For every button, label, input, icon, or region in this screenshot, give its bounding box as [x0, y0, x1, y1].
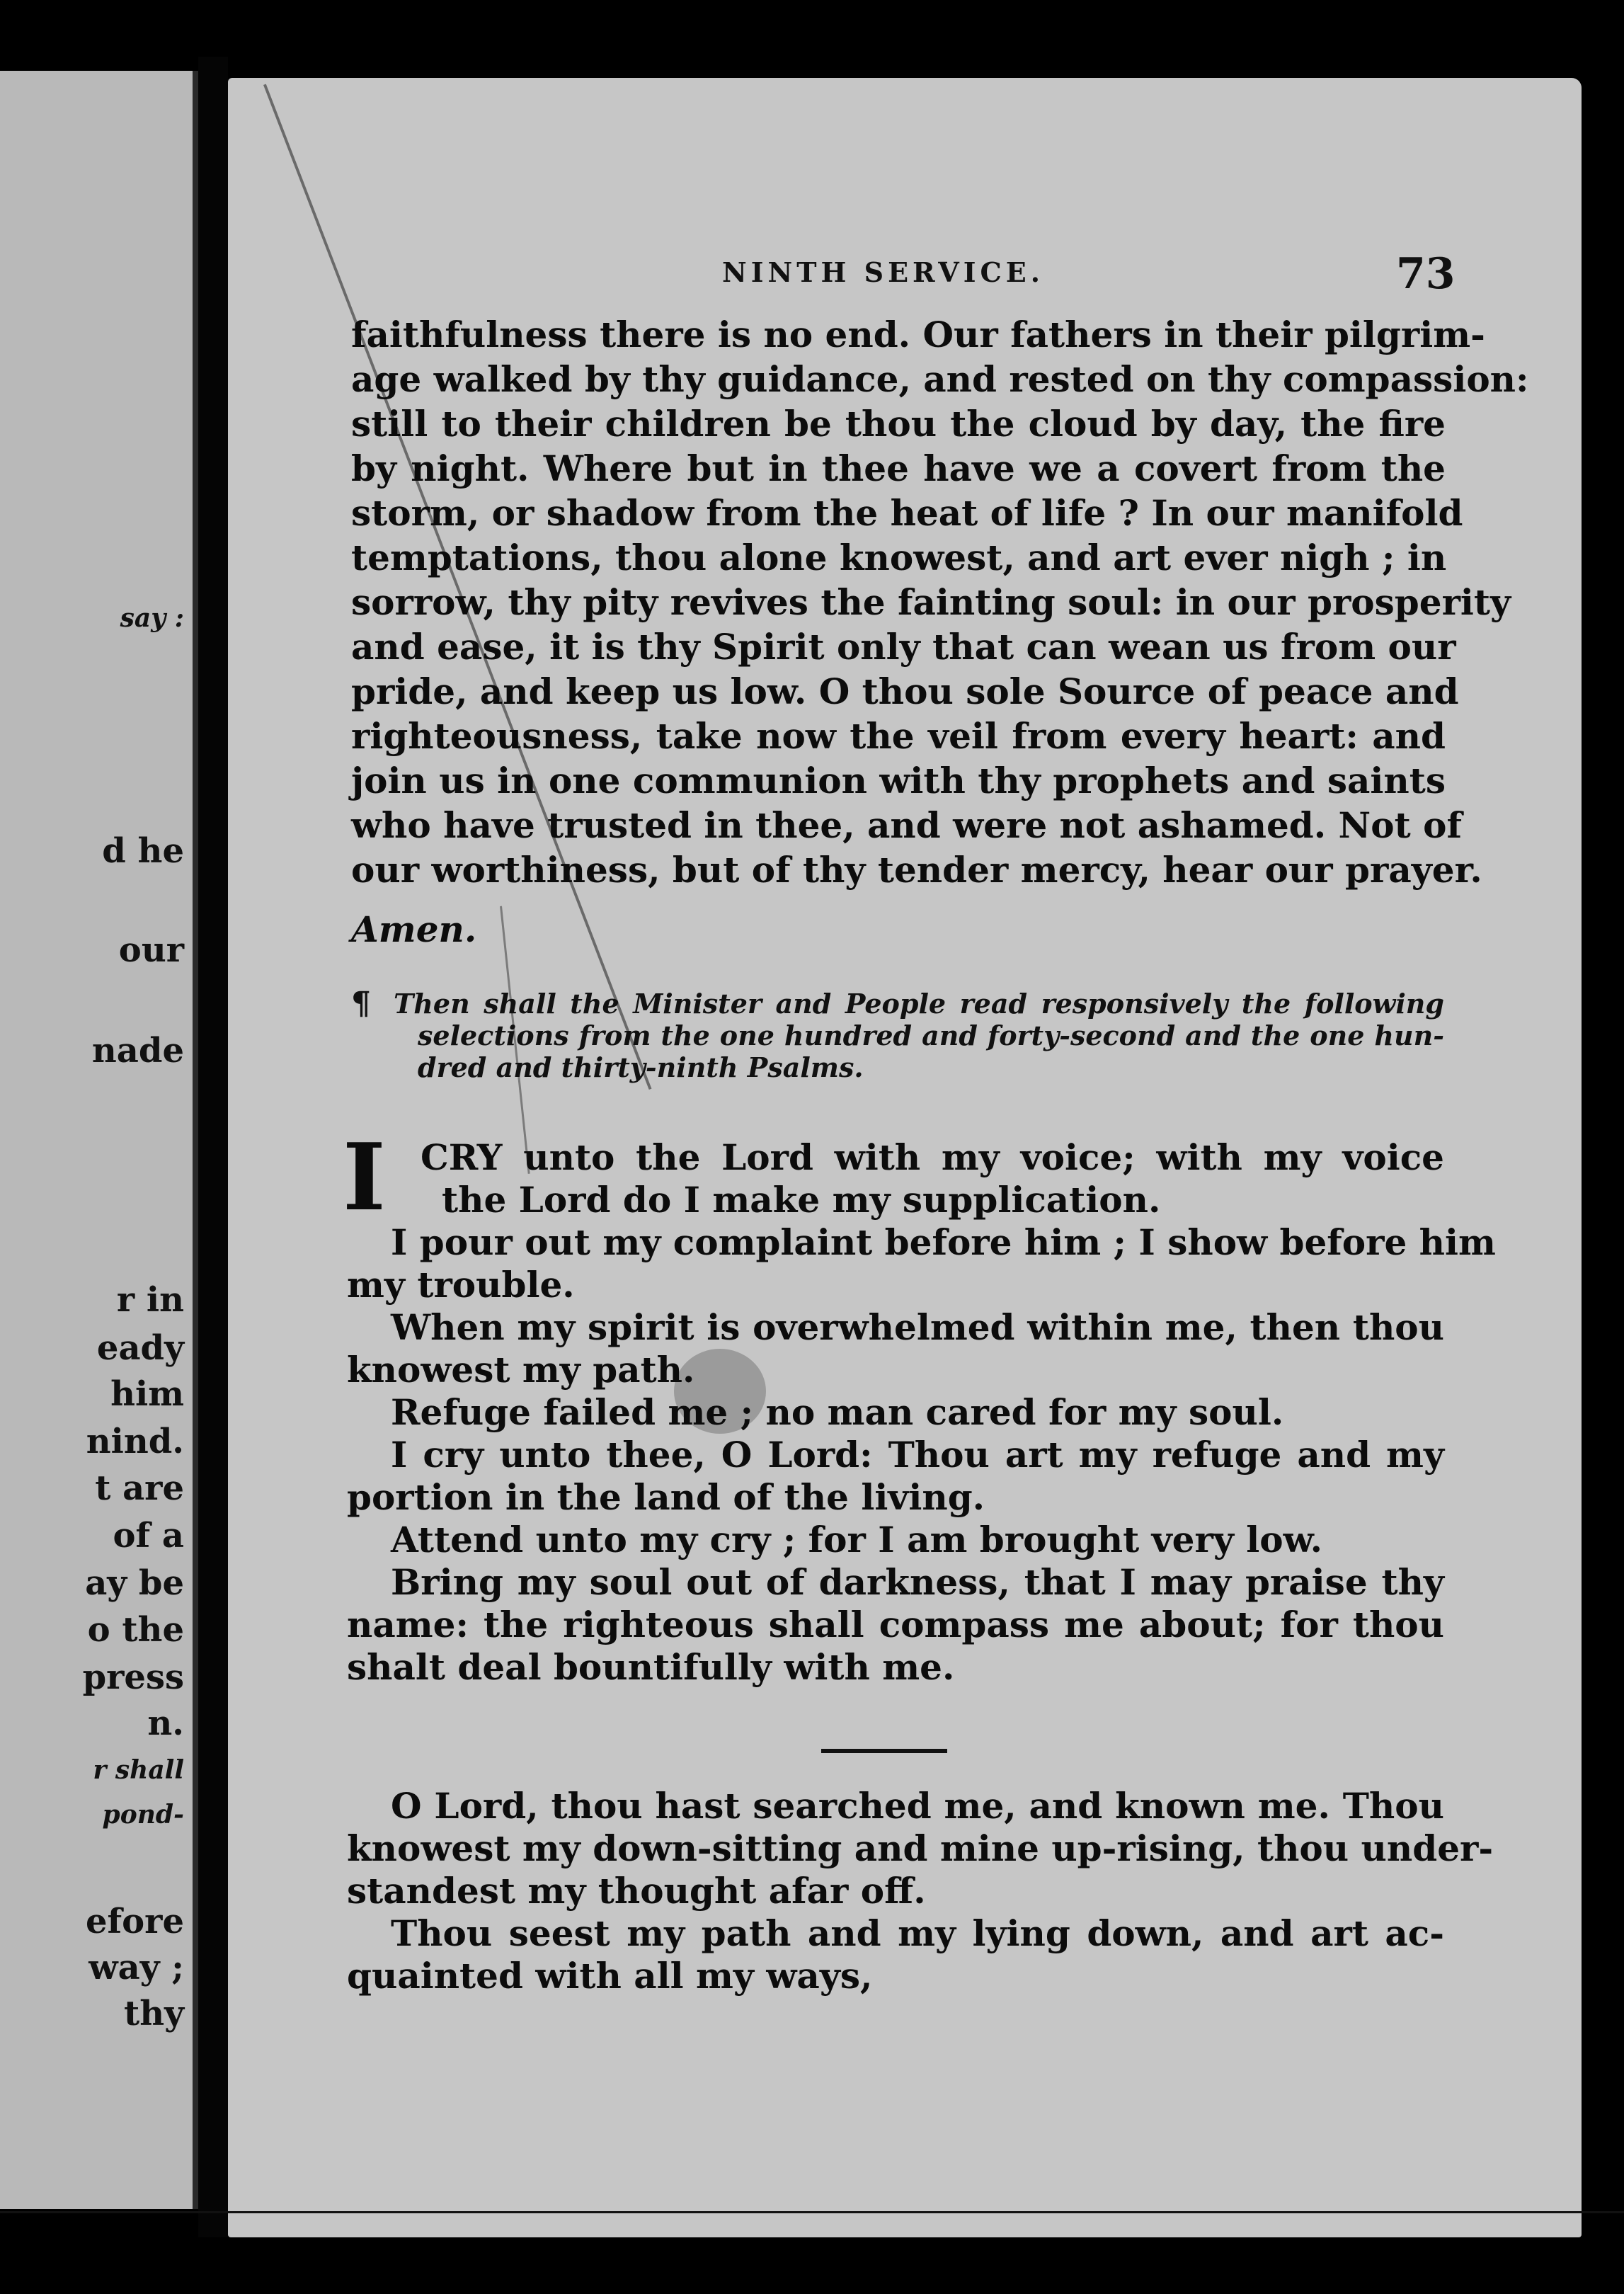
left-page-line: press [82, 1657, 184, 1697]
verse-line: name: the righteous shall compass me about; for thou [347, 1604, 1444, 1645]
verse-line: shalt deal bountifully with me. [347, 1646, 955, 1688]
running-title: NINTH SERVICE. [722, 256, 1044, 288]
verse-line: portion in the land of the living. [347, 1476, 985, 1518]
rubric-mark: ¶ [351, 986, 371, 1022]
verse-line: Refuge failed me ; no man cared for my soul. [391, 1391, 1284, 1433]
verse-line: I pour out my complaint before him ; I show before him [391, 1221, 1496, 1263]
prayer-line: sorrow, thy pity revives the fainting soul: in our prosperity [351, 581, 1511, 623]
left-page-line: t are [95, 1468, 184, 1508]
verse-line: O Lord, thou hast searched me, and known me. Thou [391, 1785, 1444, 1827]
prayer-line: storm, or shadow from the heat of life ? In our manifold [351, 492, 1463, 534]
prayer-line: by night. Where but in thee have we a covert from the [351, 447, 1446, 489]
left-page-line: d he [102, 831, 184, 871]
left-page-line: r shall [93, 1755, 184, 1785]
verse-line: quainted with all my ways, [347, 1955, 873, 1997]
left-page-line: thy [124, 1994, 184, 2033]
prayer-line: and ease, it is thy Spirit only that can wean us from our [351, 626, 1456, 668]
left-page-line: nade [91, 1031, 184, 1071]
left-page-line: of a [113, 1516, 184, 1556]
verse-line: CRY unto the Lord with my voice; with my voice [421, 1136, 1444, 1178]
rubric-line: Then shall the Minister and People read responsively the following [394, 988, 1444, 1020]
verse-line: standest my thought afar off. [347, 1870, 926, 1912]
prayer-line: our worthiness, but of thy tender mercy, hear our prayer. [351, 849, 1482, 891]
prayer-line: righteousness, take now the veil from every heart: and [351, 715, 1446, 757]
left-page-line: say : [120, 603, 184, 633]
verse-line: Bring my soul out of darkness, that I may praise thy [391, 1561, 1444, 1603]
prayer-line: pride, and keep us low. O thou sole Source of peace and [351, 670, 1459, 712]
verse-line: I cry unto thee, O Lord: Thou art my refuge and my [391, 1434, 1444, 1476]
previous-page-fragment [0, 71, 198, 2209]
rubric-line: dred and thirty-ninth Psalms. [418, 1051, 864, 1083]
scan-artifact-line [0, 2211, 1624, 2213]
left-page-line: pond- [102, 1800, 184, 1830]
left-page-line: ay be [85, 1563, 184, 1603]
left-page-line: o the [87, 1610, 184, 1650]
section-divider [821, 1749, 947, 1753]
left-page-line: nind. [86, 1422, 184, 1461]
prayer-line: faithfulness there is no end. Our fathers in their pilgrim- [351, 314, 1485, 355]
prayer-line: age walked by thy guidance, and rested on thy compassion: [351, 358, 1529, 400]
prayer-line: join us in one communion with thy prophets and saints [351, 760, 1446, 801]
verse-line: When my spirit is overwhelmed within me, then thou [391, 1306, 1444, 1348]
prayer-line: still to their children be thou the cloud by day, the fire [351, 403, 1446, 445]
page-number: 73 [1396, 249, 1456, 299]
left-page-line: him [110, 1374, 184, 1414]
verse-line: Thou seest my path and my lying down, and art ac- [391, 1912, 1444, 1954]
left-page-line: n. [147, 1704, 184, 1743]
left-page-line: r in [116, 1280, 184, 1320]
verse-line: the Lord do I make my supplication. [442, 1179, 1161, 1221]
book-gutter [198, 57, 228, 2237]
verse-line: knowest my down-sitting and mine up-rising, thou under- [347, 1827, 1494, 1869]
prayer-line: who have trusted in thee, and were not ashamed. Not of [351, 804, 1462, 846]
left-page-line: efore [85, 1902, 184, 1941]
left-page-line: way ; [88, 1948, 184, 1987]
rubric-line: selections from the one hundred and forty-second and the one hun- [418, 1020, 1444, 1051]
left-page-line: our [118, 930, 184, 970]
verse-line: Attend unto my cry ; for I am brought very low. [391, 1519, 1323, 1560]
amen: Amen. [351, 908, 477, 950]
left-page-line: eady [96, 1328, 184, 1368]
prayer-line: temptations, thou alone knowest, and art ever nigh ; in [351, 537, 1447, 578]
verse-line: my trouble. [347, 1264, 575, 1306]
drop-cap: I [343, 1123, 386, 1231]
verse-line: knowest my path. [347, 1349, 695, 1391]
